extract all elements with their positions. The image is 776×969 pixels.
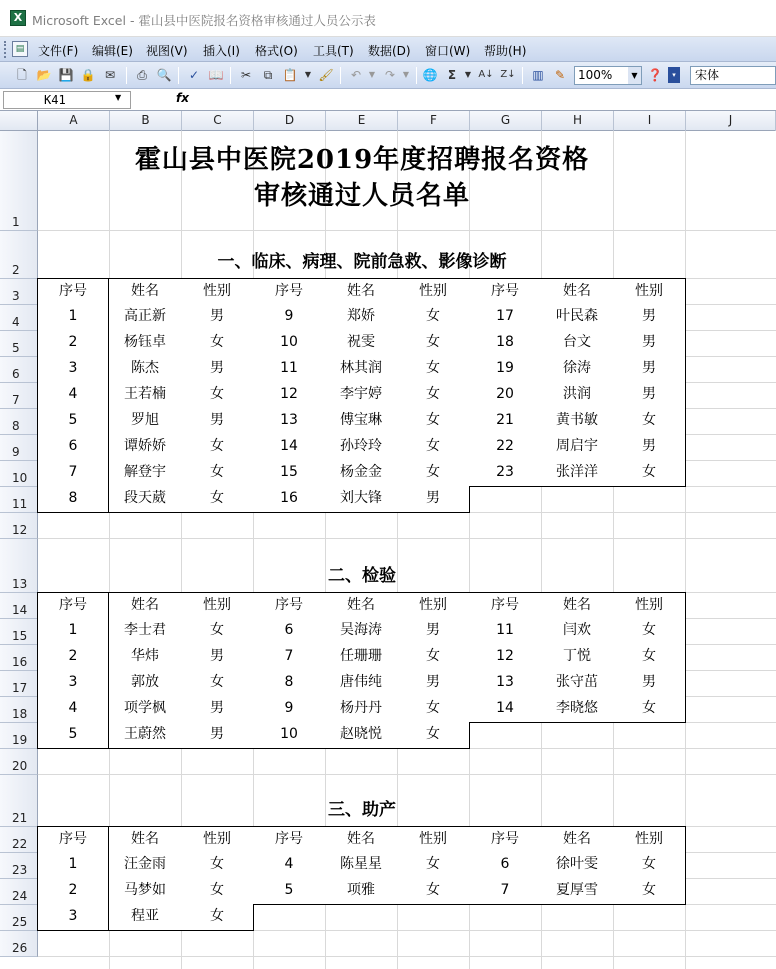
section-title: 一、临床、病理、院前急救、影像诊断 — [217, 252, 507, 272]
table-header-cell[interactable]: 性别 — [613, 826, 686, 853]
column-header-A[interactable]: A — [38, 111, 110, 131]
table-cell[interactable]: 马梦如 — [109, 878, 182, 905]
open-icon[interactable]: 📂 — [36, 68, 52, 82]
table-cell[interactable]: 女 — [397, 722, 470, 749]
row-header-6[interactable]: 6 — [0, 357, 38, 383]
row-header-7[interactable]: 7 — [0, 383, 38, 409]
row-header-8[interactable]: 8 — [0, 409, 38, 435]
table-cell[interactable]: 程亚 — [109, 904, 182, 931]
table-cell[interactable]: 女 — [397, 356, 470, 383]
chart-wizard-icon[interactable]: ▥ — [532, 68, 544, 82]
table-cell[interactable]: 女 — [613, 878, 686, 905]
table-cell[interactable]: 女 — [613, 696, 686, 723]
table-cell[interactable]: 5 — [37, 722, 109, 749]
table-header-cell[interactable]: 姓名 — [541, 592, 614, 619]
row-header-2[interactable]: 2 — [0, 231, 38, 279]
table-cell[interactable]: 傅宝琳 — [325, 408, 398, 435]
paste-dropdown-icon[interactable]: ▼ — [304, 70, 312, 79]
toolbar-separator — [340, 67, 341, 84]
table-header-cell[interactable]: 序号 — [37, 278, 109, 305]
table-cell[interactable]: 周启宇 — [541, 434, 614, 461]
table-cell[interactable]: 男 — [181, 644, 254, 671]
table-cell[interactable]: 9 — [253, 696, 326, 723]
table-header-cell[interactable]: 性别 — [397, 278, 470, 305]
zoom-value: 100% — [578, 68, 613, 82]
copy-icon[interactable]: ⧉ — [263, 68, 273, 82]
table-cell[interactable]: 华炜 — [109, 644, 182, 671]
toolbar-separator — [178, 67, 179, 84]
table-cell[interactable]: 16 — [253, 486, 326, 513]
table-cell[interactable]: 12 — [253, 382, 326, 409]
table-cell[interactable]: 18 — [469, 330, 542, 357]
table-cell[interactable]: 19 — [469, 356, 542, 383]
table-cell[interactable]: 台文 — [541, 330, 614, 357]
table-cell[interactable]: 郑娇 — [325, 304, 398, 331]
table-cell[interactable]: 段天葳 — [109, 486, 182, 513]
table-cell[interactable]: 林其润 — [325, 356, 398, 383]
table-cell[interactable]: 17 — [469, 304, 542, 331]
row-header-19[interactable]: 19 — [0, 723, 38, 749]
table-cell[interactable]: 任珊珊 — [325, 644, 398, 671]
menu-insert[interactable]: 插入(I) — [203, 44, 240, 58]
table-cell[interactable]: 吴海涛 — [325, 618, 398, 645]
table-cell[interactable]: 项雅 — [325, 878, 398, 905]
table-cell[interactable]: 陈星星 — [325, 852, 398, 879]
research-icon[interactable]: 📖 — [208, 68, 224, 82]
table-cell[interactable]: 7 — [37, 460, 109, 487]
help-icon[interactable]: ❓ — [647, 68, 663, 82]
table-cell[interactable]: 孙玲玲 — [325, 434, 398, 461]
table-cell[interactable]: 男 — [181, 356, 254, 383]
section-title: 三、助产 — [328, 800, 396, 820]
paste-icon[interactable]: 📋 — [282, 68, 298, 82]
row-header-1[interactable]: 1 — [0, 131, 38, 231]
table-cell[interactable]: 女 — [181, 618, 254, 645]
table-cell[interactable]: 10 — [253, 722, 326, 749]
row-header-20[interactable]: 20 — [0, 749, 38, 775]
table-cell[interactable]: 王蔚然 — [109, 722, 182, 749]
table-cell[interactable]: 男 — [181, 408, 254, 435]
zoom-select[interactable] — [574, 66, 642, 85]
print-icon[interactable]: ⎙ — [137, 68, 147, 82]
table-header-cell[interactable]: 序号 — [469, 278, 542, 305]
toolbar-options-icon[interactable]: ▾ — [668, 67, 680, 83]
sheet-title-line1: 霍山县中医院2019年度招聘报名资格 — [134, 145, 590, 175]
table-cell[interactable]: 14 — [469, 696, 542, 723]
table-cell[interactable]: 男 — [613, 330, 686, 357]
table-cell[interactable]: 男 — [181, 696, 254, 723]
table-cell[interactable]: 8 — [37, 486, 109, 513]
column-header-I[interactable]: I — [614, 111, 686, 131]
menu-bar — [0, 37, 776, 62]
table-cell[interactable]: 女 — [181, 878, 254, 905]
table-cell[interactable]: 项学枫 — [109, 696, 182, 723]
table-cell[interactable]: 8 — [253, 670, 326, 697]
column-headers — [0, 111, 776, 131]
table-cell[interactable]: 23 — [469, 460, 542, 487]
table-cell[interactable]: 22 — [469, 434, 542, 461]
table-header-cell[interactable]: 性别 — [397, 826, 470, 853]
row-header-22[interactable]: 22 — [0, 827, 38, 853]
redo-dropdown-icon[interactable]: ▼ — [402, 70, 410, 79]
table-cell[interactable]: 女 — [181, 330, 254, 357]
table-header-cell[interactable]: 性别 — [397, 592, 470, 619]
table-cell[interactable]: 2 — [37, 330, 109, 357]
toolbar-separator — [522, 67, 523, 84]
table-cell[interactable]: 7 — [253, 644, 326, 671]
section-title: 二、检验 — [328, 566, 396, 586]
row-header-16[interactable]: 16 — [0, 645, 38, 671]
workbook-icon[interactable]: ▤ — [12, 41, 28, 57]
redo-icon[interactable]: ↷ — [384, 68, 396, 82]
table-cell[interactable]: 女 — [397, 878, 470, 905]
print-preview-icon[interactable]: 🔍 — [156, 68, 172, 82]
table-cell[interactable]: 2 — [37, 644, 109, 671]
row-header-24[interactable]: 24 — [0, 879, 38, 905]
table-cell[interactable]: 12 — [469, 644, 542, 671]
table-cell[interactable]: 女 — [181, 852, 254, 879]
table-header-cell[interactable]: 序号 — [253, 278, 326, 305]
table-header-cell[interactable]: 序号 — [37, 826, 109, 853]
name-box-dropdown-icon[interactable]: ▼ — [115, 93, 122, 102]
table-cell[interactable]: 王若楠 — [109, 382, 182, 409]
table-header-cell[interactable]: 性别 — [181, 592, 254, 619]
table-cell[interactable]: 3 — [37, 904, 109, 931]
column-header-F[interactable]: F — [398, 111, 470, 131]
formula-bar — [0, 89, 776, 111]
table-cell[interactable]: 女 — [397, 644, 470, 671]
toolbar-separator — [126, 67, 127, 84]
table-cell[interactable]: 21 — [469, 408, 542, 435]
table-cell[interactable]: 女 — [181, 904, 254, 931]
table-cell[interactable]: 女 — [397, 852, 470, 879]
table-cell[interactable]: 男 — [613, 356, 686, 383]
table-cell[interactable]: 赵晓悦 — [325, 722, 398, 749]
table-cell[interactable]: 女 — [397, 434, 470, 461]
column-header-H[interactable]: H — [542, 111, 614, 131]
table-cell[interactable]: 15 — [253, 460, 326, 487]
table-cell[interactable]: 6 — [253, 618, 326, 645]
table-cell[interactable]: 6 — [37, 434, 109, 461]
table-cell[interactable]: 11 — [253, 356, 326, 383]
menu-view[interactable]: 视图(V) — [146, 44, 188, 58]
table-cell[interactable]: 李宇婷 — [325, 382, 398, 409]
table-cell[interactable]: 杨钰卓 — [109, 330, 182, 357]
chevron-down-icon[interactable]: ▼ — [628, 67, 641, 84]
table-cell[interactable]: 张洋洋 — [541, 460, 614, 487]
row-header-12[interactable]: 12 — [0, 513, 38, 539]
table-cell[interactable]: 男 — [397, 486, 470, 513]
excel-app-icon[interactable]: X — [10, 10, 26, 26]
table-cell[interactable]: 男 — [181, 304, 254, 331]
formula-input[interactable] — [194, 91, 774, 109]
row-header-26[interactable]: 26 — [0, 931, 38, 957]
table-cell[interactable]: 女 — [181, 382, 254, 409]
select-all-corner[interactable] — [0, 111, 38, 131]
table-header-cell[interactable]: 姓名 — [325, 278, 398, 305]
table-cell[interactable]: 唐伟纯 — [325, 670, 398, 697]
table-cell[interactable]: 女 — [397, 330, 470, 357]
cut-icon[interactable]: ✂ — [240, 68, 252, 82]
drawing-icon[interactable]: ✎ — [554, 68, 566, 82]
gridline-horizontal — [38, 774, 776, 775]
table-cell[interactable]: 徐叶雯 — [541, 852, 614, 879]
row-header-5[interactable]: 5 — [0, 331, 38, 357]
table-cell[interactable]: 闫欢 — [541, 618, 614, 645]
table-cell[interactable]: 杨丹丹 — [325, 696, 398, 723]
table-header-cell[interactable]: 性别 — [613, 278, 686, 305]
column-header-B[interactable]: B — [110, 111, 182, 131]
table-header-cell[interactable]: 性别 — [181, 826, 254, 853]
row-header-23[interactable]: 23 — [0, 853, 38, 879]
table-cell[interactable]: 女 — [397, 382, 470, 409]
window-title: Microsoft Excel - 霍山县中医院报名资格审核通过人员公示表 — [32, 13, 376, 28]
row-header-18[interactable]: 18 — [0, 697, 38, 723]
menubar-grip[interactable] — [4, 41, 7, 58]
row-header-13[interactable]: 13 — [0, 539, 38, 593]
table-cell[interactable]: 3 — [37, 670, 109, 697]
table-header-cell[interactable]: 姓名 — [325, 826, 398, 853]
table-header-cell[interactable]: 序号 — [37, 592, 109, 619]
sheet-title — [38, 142, 686, 214]
save-icon[interactable]: 💾 — [58, 68, 74, 82]
table-header-cell[interactable]: 序号 — [253, 592, 326, 619]
table-cell[interactable]: 夏厚雪 — [541, 878, 614, 905]
menu-help[interactable]: 帮助(H) — [484, 44, 527, 58]
font-select[interactable] — [690, 66, 776, 85]
table-cell[interactable]: 谭娇娇 — [109, 434, 182, 461]
column-header-E[interactable]: E — [326, 111, 398, 131]
permission-icon[interactable]: 🔒 — [80, 68, 96, 82]
row-header-21[interactable]: 21 — [0, 775, 38, 827]
table-cell[interactable]: 祝雯 — [325, 330, 398, 357]
autosum-icon[interactable]: Σ — [447, 68, 457, 82]
format-painter-icon[interactable]: 🖌 — [318, 68, 334, 82]
undo-dropdown-icon[interactable]: ▼ — [368, 70, 376, 79]
table-cell[interactable]: 女 — [613, 852, 686, 879]
cell-reference: K41 — [44, 93, 66, 107]
table-cell[interactable]: 男 — [613, 382, 686, 409]
table-cell[interactable]: 11 — [469, 618, 542, 645]
table-cell[interactable]: 刘大锋 — [325, 486, 398, 513]
table-header-cell[interactable]: 姓名 — [325, 592, 398, 619]
spelling-icon[interactable]: ✓ — [188, 68, 200, 82]
table-cell[interactable]: 5 — [37, 408, 109, 435]
table-cell[interactable]: 男 — [181, 722, 254, 749]
column-header-J[interactable]: J — [686, 111, 776, 131]
table-cell[interactable]: 女 — [613, 618, 686, 645]
menu-file[interactable]: 文件(F) — [38, 44, 79, 58]
table-cell[interactable]: 女 — [397, 304, 470, 331]
font-value: 宋体 — [695, 68, 720, 82]
table-header-cell[interactable]: 序号 — [469, 592, 542, 619]
gridline-horizontal — [38, 956, 776, 957]
table-cell[interactable]: 丁悦 — [541, 644, 614, 671]
table-cell[interactable]: 杨金金 — [325, 460, 398, 487]
sort-descending-icon[interactable]: Z↓ — [500, 69, 516, 80]
toolbar-separator — [416, 67, 417, 84]
table-cell[interactable]: 男 — [397, 670, 470, 697]
table-cell[interactable]: 女 — [397, 696, 470, 723]
name-box[interactable] — [3, 91, 131, 109]
row-header-9[interactable]: 9 — [0, 435, 38, 461]
email-icon[interactable]: ✉ — [104, 68, 116, 82]
table-cell[interactable]: 女 — [397, 408, 470, 435]
menu-format[interactable]: 格式(O) — [255, 44, 298, 58]
table-header-cell[interactable]: 姓名 — [541, 278, 614, 305]
table-cell[interactable]: 女 — [181, 486, 254, 513]
table-cell[interactable]: 13 — [469, 670, 542, 697]
table-cell[interactable]: 1 — [37, 618, 109, 645]
table-header-cell[interactable]: 性别 — [613, 592, 686, 619]
table-cell[interactable]: 9 — [253, 304, 326, 331]
sort-ascending-icon[interactable]: A↓ — [478, 69, 494, 80]
table-cell[interactable]: 男 — [613, 304, 686, 331]
table-cell[interactable]: 徐涛 — [541, 356, 614, 383]
row-header-4[interactable]: 4 — [0, 305, 38, 331]
row-header-10[interactable]: 10 — [0, 461, 38, 487]
gridline-horizontal — [38, 538, 776, 539]
table-cell[interactable]: 20 — [469, 382, 542, 409]
row-header-3[interactable]: 3 — [0, 279, 38, 305]
row-header-11[interactable]: 11 — [0, 487, 38, 513]
column-header-G[interactable]: G — [470, 111, 542, 131]
table-cell[interactable]: 男 — [613, 670, 686, 697]
table-cell[interactable]: 4 — [253, 852, 326, 879]
table-cell[interactable]: 女 — [613, 408, 686, 435]
table-cell[interactable]: 13 — [253, 408, 326, 435]
table-cell[interactable]: 1 — [37, 304, 109, 331]
standard-toolbar — [0, 62, 776, 89]
table-cell[interactable]: 李士君 — [109, 618, 182, 645]
undo-icon[interactable]: ↶ — [350, 68, 362, 82]
table-cell[interactable]: 李晓悠 — [541, 696, 614, 723]
table-cell[interactable]: 女 — [613, 460, 686, 487]
table-cell[interactable]: 女 — [181, 434, 254, 461]
column-header-D[interactable]: D — [254, 111, 326, 131]
table-cell[interactable]: 4 — [37, 696, 109, 723]
table-cell[interactable]: 解登宇 — [109, 460, 182, 487]
table-cell[interactable]: 5 — [253, 878, 326, 905]
row-header-14[interactable]: 14 — [0, 593, 38, 619]
table-cell[interactable]: 郭放 — [109, 670, 182, 697]
table-cell[interactable]: 汪金雨 — [109, 852, 182, 879]
table-cell[interactable]: 男 — [397, 618, 470, 645]
gridline-horizontal — [38, 230, 776, 231]
table-header-cell[interactable]: 性别 — [181, 278, 254, 305]
table-cell[interactable]: 4 — [37, 382, 109, 409]
table-header-cell[interactable]: 序号 — [469, 826, 542, 853]
table-cell[interactable]: 黄书敏 — [541, 408, 614, 435]
row-header-25[interactable]: 25 — [0, 905, 38, 931]
table-header-cell[interactable]: 序号 — [253, 826, 326, 853]
new-icon[interactable]: 🗋 — [17, 68, 27, 82]
table-cell[interactable]: 14 — [253, 434, 326, 461]
table-header-cell[interactable]: 姓名 — [109, 592, 182, 619]
table-cell[interactable]: 2 — [37, 878, 109, 905]
table-cell[interactable]: 女 — [181, 670, 254, 697]
table-cell[interactable]: 6 — [469, 852, 542, 879]
table-cell[interactable]: 3 — [37, 356, 109, 383]
table-cell[interactable]: 女 — [181, 460, 254, 487]
autosum-dropdown-icon[interactable]: ▼ — [464, 70, 472, 79]
table-cell[interactable]: 陈杰 — [109, 356, 182, 383]
table-cell[interactable]: 女 — [397, 460, 470, 487]
table-header-cell[interactable]: 姓名 — [109, 826, 182, 853]
window-titlebar — [0, 0, 776, 37]
menu-edit[interactable]: 编辑(E) — [92, 44, 133, 58]
insert-function-icon[interactable]: fx — [176, 91, 189, 105]
table-cell[interactable]: 罗旭 — [109, 408, 182, 435]
table-header-cell[interactable]: 姓名 — [541, 826, 614, 853]
table-cell[interactable]: 10 — [253, 330, 326, 357]
table-header-cell[interactable]: 姓名 — [109, 278, 182, 305]
row-header-15[interactable]: 15 — [0, 619, 38, 645]
sheet-title-line2: 审核通过人员名单 — [253, 181, 470, 211]
hyperlink-icon[interactable]: 🌐 — [422, 68, 438, 82]
column-header-C[interactable]: C — [182, 111, 254, 131]
toolbar-separator — [230, 67, 231, 84]
table-cell[interactable]: 1 — [37, 852, 109, 879]
table-cell[interactable]: 洪润 — [541, 382, 614, 409]
table-cell[interactable]: 7 — [469, 878, 542, 905]
menu-tools[interactable]: 工具(T) — [313, 44, 354, 58]
menu-window[interactable]: 窗口(W) — [425, 44, 471, 58]
table-cell[interactable]: 高正新 — [109, 304, 182, 331]
menu-data[interactable]: 数据(D) — [368, 44, 411, 58]
table-cell[interactable]: 张守茁 — [541, 670, 614, 697]
table-cell[interactable]: 男 — [613, 434, 686, 461]
table-cell[interactable]: 女 — [613, 644, 686, 671]
table-cell[interactable]: 叶民森 — [541, 304, 614, 331]
row-header-17[interactable]: 17 — [0, 671, 38, 697]
